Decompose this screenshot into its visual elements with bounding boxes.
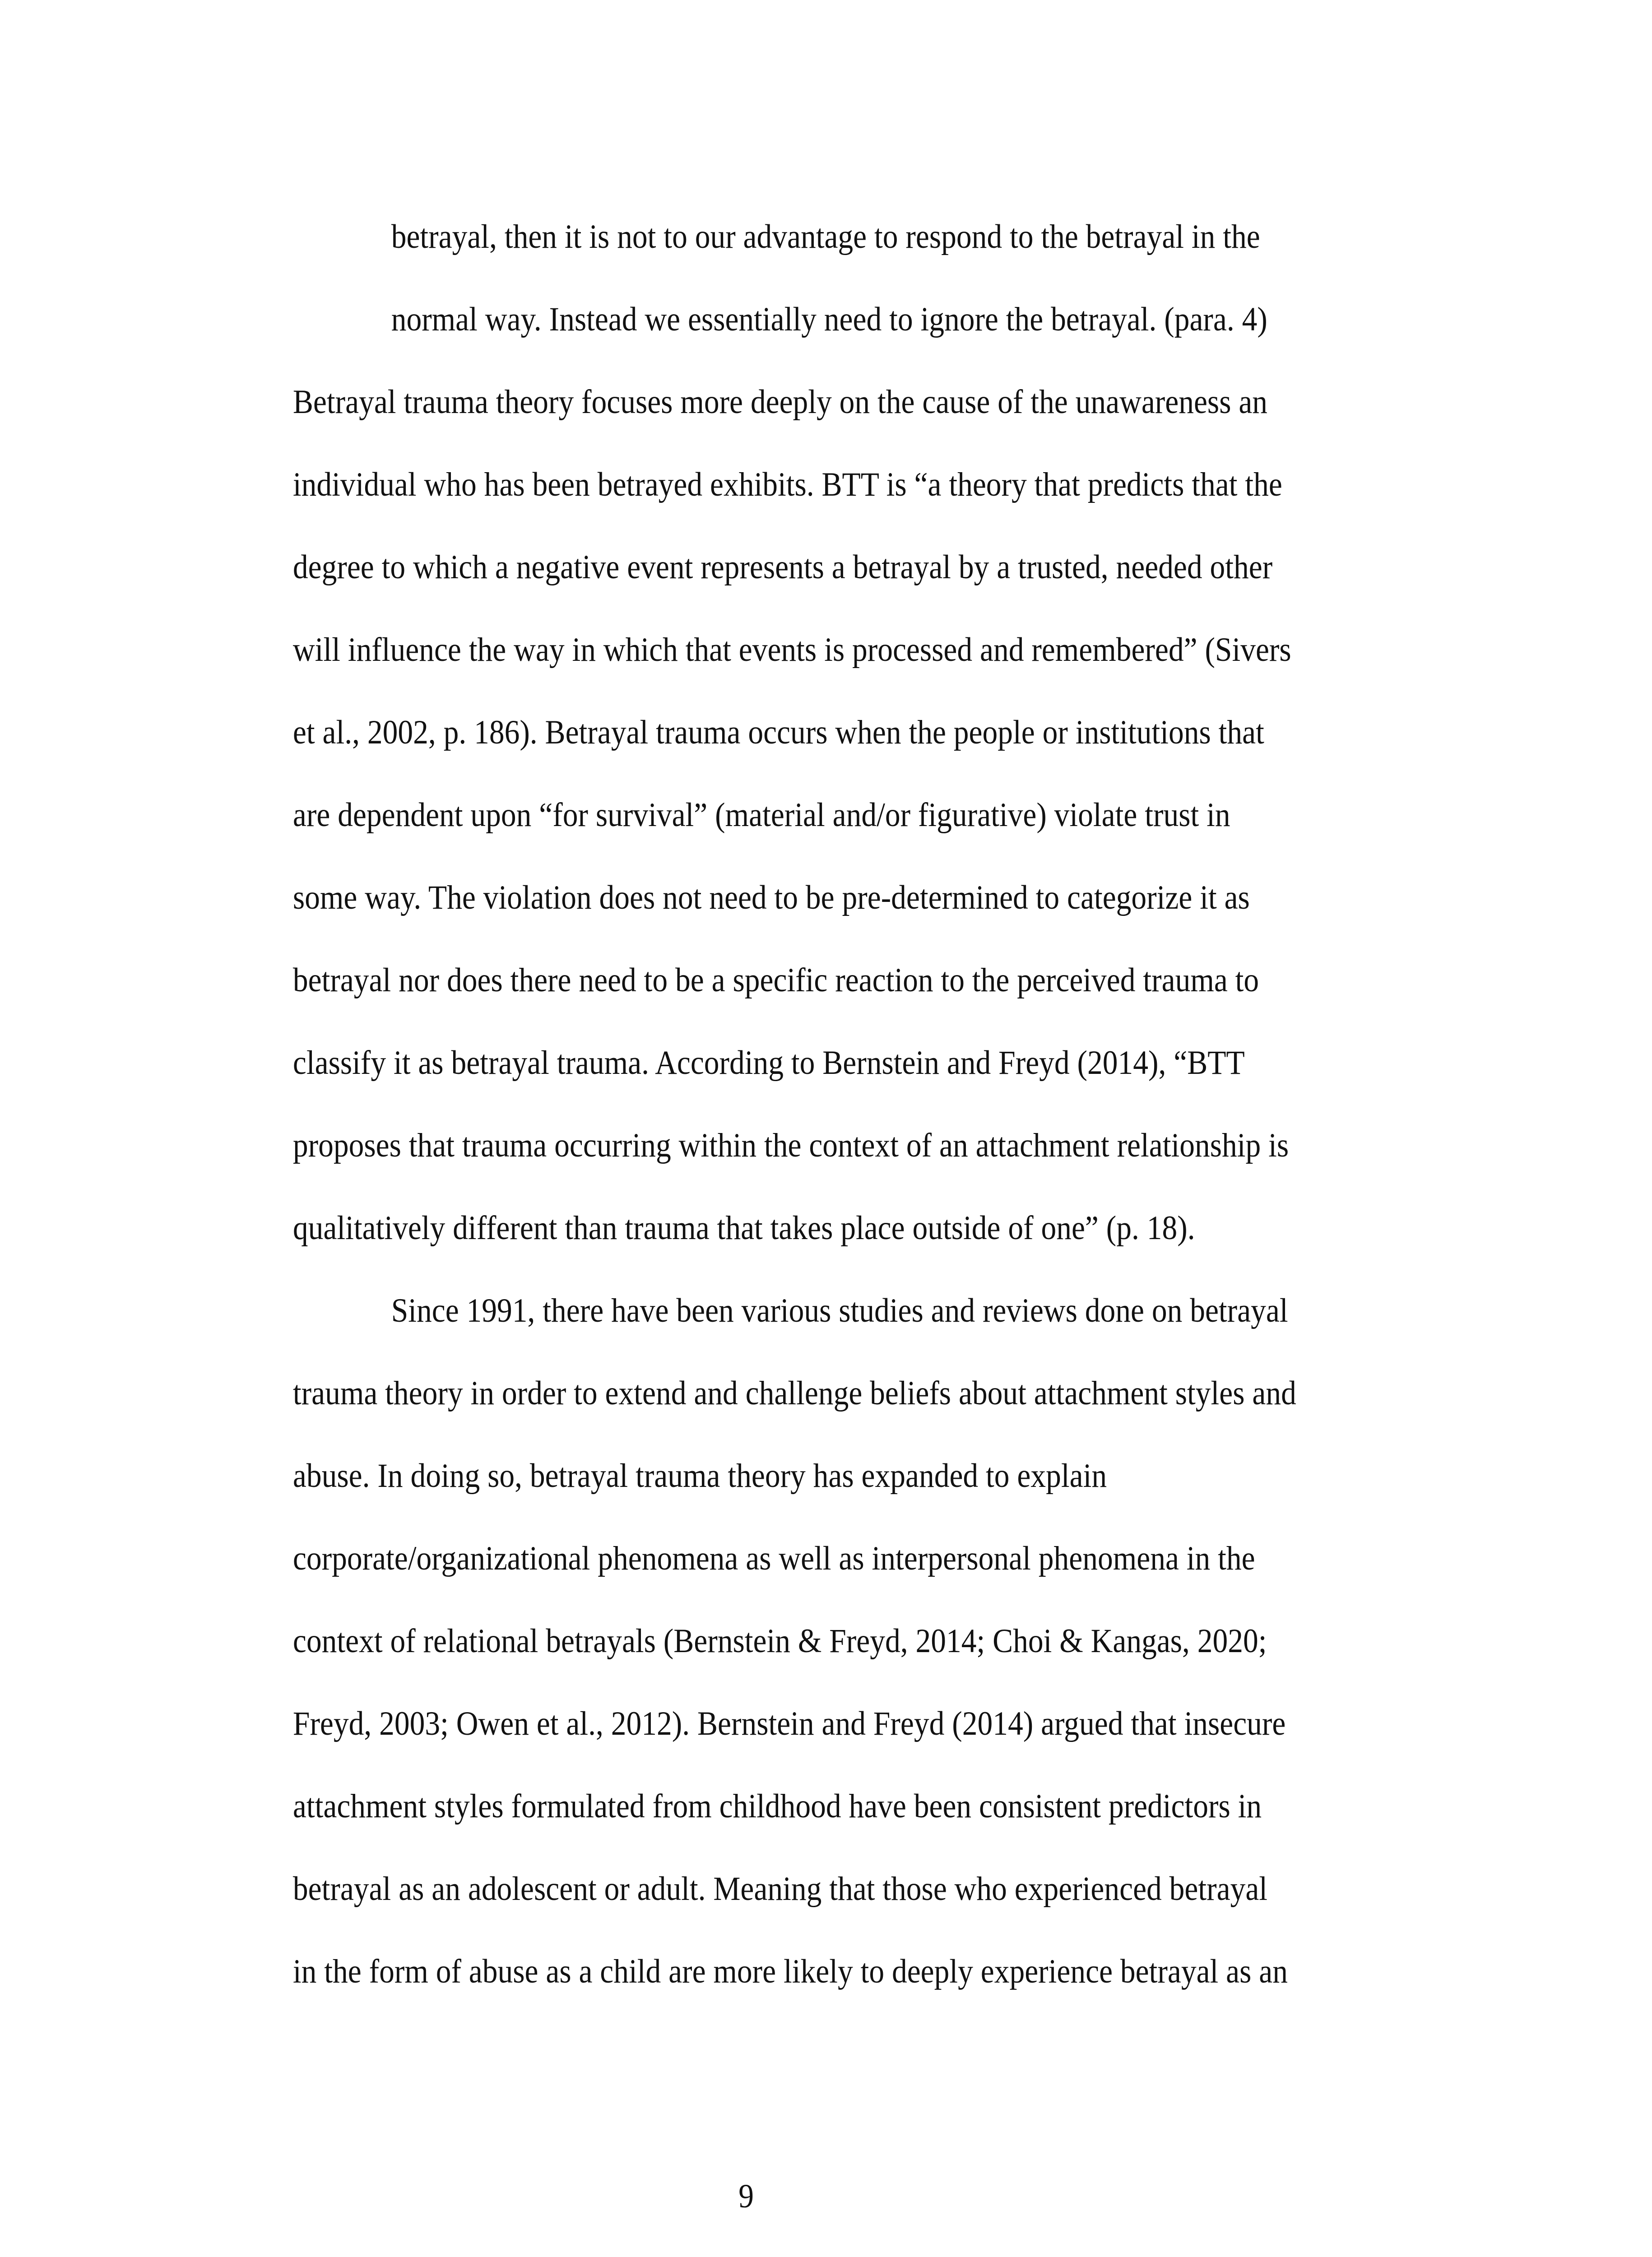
paragraph-line: Freyd, 2003; Owen et al., 2012). Bernstein and Freyd (2014) argued that insecure bbox=[292, 1705, 1286, 1742]
paragraph-line: individual who has been betrayed exhibits. BTT is “a theory that predicts that the bbox=[292, 466, 1282, 503]
paragraph-line: betrayal as an adolescent or adult. Meaning that those who experienced betrayal bbox=[292, 1870, 1268, 1908]
page-number: 9 bbox=[738, 2178, 754, 2215]
block-quote-line: betrayal, then it is not to our advantage to respond to the betrayal in the bbox=[391, 218, 1260, 255]
paragraph-line: some way. The violation does not need to be pre-determined to categorize it as bbox=[292, 879, 1250, 916]
block-quote-line: normal way. Instead we essentially need to ignore the betrayal. (para. 4) bbox=[391, 301, 1267, 338]
paragraph-line: attachment styles formulated from childhood have been consistent predictors in bbox=[292, 1788, 1262, 1825]
paragraph-line: et al., 2002, p. 186). Betrayal trauma occurs when the people or institutions that bbox=[292, 714, 1264, 751]
paragraph-line: are dependent upon “for survival” (material and/or figurative) violate trust in bbox=[292, 796, 1230, 834]
paragraph-line: Betrayal trauma theory focuses more deeply on the cause of the unawareness an bbox=[292, 383, 1268, 421]
paragraph-line: classify it as betrayal trauma. According to Bernstein and Freyd (2014), “BTT bbox=[292, 1044, 1245, 1082]
paragraph-line: will influence the way in which that events is processed and remembered” (Sivers bbox=[292, 631, 1291, 669]
paragraph-line: in the form of abuse as a child are more likely to deeply experience betrayal as an bbox=[292, 1953, 1288, 1990]
paragraph-line: degree to which a negative event represents a betrayal by a trusted, needed other bbox=[292, 548, 1273, 586]
paragraph-line: trauma theory in order to extend and challenge beliefs about attachment styles and bbox=[292, 1375, 1296, 1412]
paragraph-line: qualitatively different than trauma that takes place outside of one” (p. 18). bbox=[292, 1209, 1195, 1247]
paragraph-line: context of relational betrayals (Bernstein & Freyd, 2014; Choi & Kangas, 2020; bbox=[292, 1622, 1267, 1660]
paragraph-line: Since 1991, there have been various studies and reviews done on betrayal bbox=[391, 1292, 1288, 1329]
paragraph-line: proposes that trauma occurring within the context of an attachment relationship is bbox=[292, 1127, 1289, 1164]
paragraph-line: corporate/organizational phenomena as well as interpersonal phenomena in the bbox=[292, 1540, 1255, 1577]
paragraph-line: betrayal nor does there need to be a specific reaction to the perceived trauma to bbox=[292, 961, 1259, 999]
paragraph-line: abuse. In doing so, betrayal trauma theory has expanded to explain bbox=[292, 1457, 1107, 1495]
